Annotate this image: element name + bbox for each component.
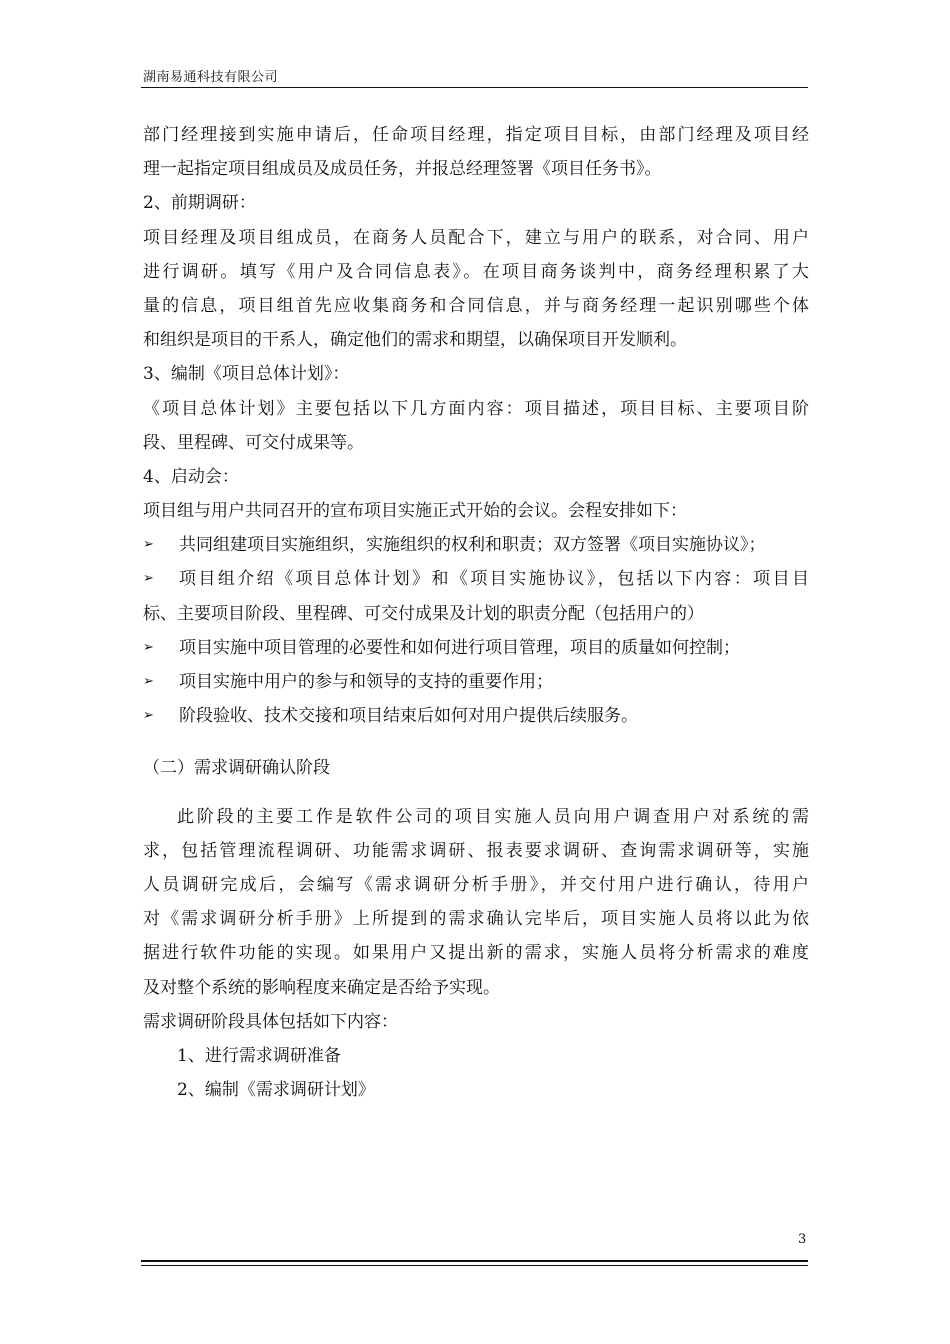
bullet-text: 项目实施中项目管理的必要性和如何进行项目管理，项目的质量如何控制； bbox=[179, 637, 740, 658]
arrow-bullet-icon: ➢ bbox=[143, 537, 154, 553]
step-heading: 4、启动会： bbox=[143, 466, 239, 487]
paragraph-line: 此阶段的主要工作是软件公司的项目实施人员向用户调查用户对系统的需 bbox=[177, 806, 809, 827]
header-divider bbox=[141, 87, 808, 88]
paragraph-line: 对《需求调研分析手册》上所提到的需求确认完毕后，项目实施人员将以此为依 bbox=[143, 909, 809, 930]
list-item: 2、编制《需求调研计划》 bbox=[177, 1080, 375, 1101]
footer-divider-thin bbox=[141, 1265, 808, 1266]
paragraph-line: 量的信息，项目组首先应收集商务和合同信息，并与商务经理一起识别哪些个体 bbox=[143, 295, 809, 316]
paragraph-line: 及对整个系统的影响程度来确定是否给予实现。 bbox=[143, 977, 500, 998]
paragraph-line: 进行调研。填写《用户及合同信息表》。在项目商务谈判中，商务经理积累了大 bbox=[143, 261, 809, 282]
paragraph-line: 求，包括管理流程调研、功能需求调研、报表要求调研、查询需求调研等，实施 bbox=[143, 840, 809, 861]
paragraph-line: 人员调研完成后，会编写《需求调研分析手册》，并交付用户进行确认，待用户 bbox=[143, 874, 809, 895]
header-company-name: 湖南易通科技有限公司 bbox=[143, 70, 279, 85]
paragraph-line: 和组织是项目的干系人，确定他们的需求和期望，以确保项目开发顺利。 bbox=[143, 330, 687, 351]
bullet-item bbox=[143, 699, 809, 733]
paragraph-line: 《项目总体计划》主要包括以下几方面内容：项目描述，项目目标、主要项目阶 bbox=[143, 398, 809, 419]
bullet-item bbox=[143, 631, 809, 665]
paragraph-line: 项目经理及项目组成员，在商务人员配合下，建立与用户的联系，对合同、用户 bbox=[143, 227, 809, 248]
bullet-text: 项目实施中用户的参与和领导的支持的重要作用； bbox=[179, 672, 553, 692]
section-title: （二）需求调研确认阶段 bbox=[143, 758, 330, 779]
bullet-continuation: 标、主要项目阶段、里程碑、可交付成果及计划的职责分配（包括用户的） bbox=[143, 603, 704, 624]
arrow-bullet-icon: ➢ bbox=[143, 571, 154, 587]
bullet-item bbox=[143, 562, 809, 596]
list-item: 1、进行需求调研准备 bbox=[177, 1045, 341, 1066]
bullet-item bbox=[143, 528, 809, 562]
bullet-item bbox=[143, 665, 809, 699]
footer-divider-thick bbox=[141, 1260, 808, 1262]
paragraph-line: 理一起指定项目组成员及成员任务，并报总经理签署《项目任务书》。 bbox=[143, 159, 662, 180]
paragraph-line: 部门经理接到实施申请后，任命项目经理，指定项目目标，由部门经理及项目经 bbox=[143, 125, 809, 145]
paragraph-line: 项目组与用户共同召开的宣布项目实施正式开始的会议。会程安排如下： bbox=[143, 501, 687, 522]
page-number: 3 bbox=[798, 1232, 807, 1247]
arrow-bullet-icon: ➢ bbox=[143, 639, 154, 655]
step-heading: 3、编制《项目总体计划》： bbox=[143, 364, 350, 385]
paragraph-line: 需求调研阶段具体包括如下内容： bbox=[143, 1011, 398, 1032]
paragraph-line: 段、里程碑、可交付成果等。 bbox=[143, 432, 364, 453]
arrow-bullet-icon: ➢ bbox=[143, 708, 154, 724]
paragraph-line: 据进行软件功能的实现。如果用户又提出新的需求，实施人员将分析需求的难度 bbox=[143, 943, 809, 964]
bullet-text: 共同组建项目实施组织，实施组织的权利和职责；双方签署《项目实施协议》； bbox=[179, 535, 766, 556]
document-body bbox=[143, 118, 809, 1107]
step-heading: 2、前期调研： bbox=[143, 193, 256, 214]
arrow-bullet-icon: ➢ bbox=[143, 674, 154, 689]
bullet-text: 阶段验收、技术交接和项目结束后如何对用户提供后续服务。 bbox=[179, 706, 638, 727]
bullet-text: 项目组介绍《项目总体计划》和《项目实施协议》，包括以下内容：项目目 bbox=[179, 569, 809, 590]
